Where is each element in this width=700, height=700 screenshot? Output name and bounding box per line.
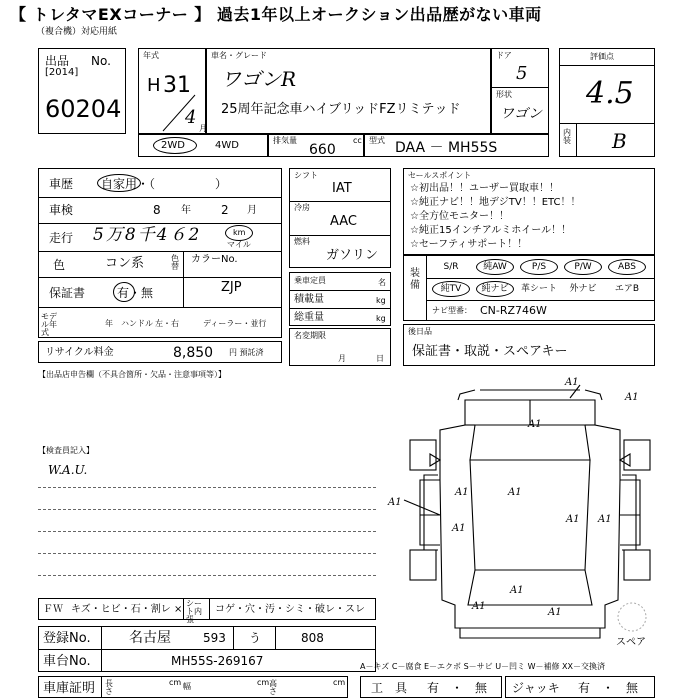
damage-mark: A1 bbox=[625, 392, 639, 403]
fw-box bbox=[38, 598, 376, 624]
handle-label: ハンドル bbox=[121, 319, 153, 328]
accessories-box bbox=[403, 324, 655, 366]
subnote: （複合機）対応用紙 bbox=[36, 27, 118, 37]
damage-mark: A1 bbox=[566, 514, 580, 525]
car-damage-diagram bbox=[380, 370, 680, 670]
entry-label: 出品 bbox=[45, 54, 70, 68]
sales-point-item: ☆純正15インチアルミホイール！！ bbox=[410, 225, 572, 236]
navi-model: CN-RZ746W bbox=[480, 304, 547, 317]
banner-title: 【 トレタマEXコーナー 】 過去1年以上オークション出品歴がない車両 bbox=[10, 5, 542, 24]
reg-city: 名古屋 bbox=[129, 630, 171, 646]
recycle-amount: 8,850 bbox=[173, 345, 214, 361]
capacity-label: 乗車定員 bbox=[294, 276, 326, 285]
height-unit: cm bbox=[333, 678, 346, 687]
equip-sr: S/R bbox=[443, 262, 459, 272]
tools-value: 有 ・ 無 bbox=[427, 681, 488, 695]
type-label: 型式 bbox=[369, 136, 385, 145]
drive-4wd: 4WD bbox=[215, 140, 239, 151]
month-value: 4 bbox=[185, 107, 197, 128]
type-box bbox=[364, 134, 549, 157]
displacement-box bbox=[268, 134, 364, 157]
equip-power-steering: P/S bbox=[520, 259, 558, 275]
entry-number: 60204 bbox=[45, 95, 122, 123]
equip-alloy-wheel: 純AW bbox=[476, 259, 514, 275]
width-unit: cm bbox=[257, 678, 270, 687]
inspector-note: W.A.U. bbox=[48, 463, 88, 477]
damage-mark: A1 bbox=[548, 607, 562, 618]
type-value: DAA － MH55S bbox=[395, 140, 498, 156]
displacement-label: 排気量 bbox=[273, 136, 297, 145]
damage-mark: A1 bbox=[455, 487, 469, 498]
accessories-value: 保証書・取説・スペアキー bbox=[412, 344, 568, 359]
warranty-label: 保証書 bbox=[49, 286, 86, 300]
name-change-day: 日 bbox=[376, 354, 384, 363]
name-change-label: 名変期限 bbox=[294, 331, 326, 340]
shape: ワゴン bbox=[500, 106, 542, 122]
load-label: 積載量 bbox=[294, 294, 324, 305]
reg-kana: う bbox=[249, 631, 262, 645]
reg-label: 登録No. bbox=[43, 631, 91, 646]
sales-point-item: ☆全方位モニター！！ bbox=[410, 211, 509, 222]
damage-mark: A1 bbox=[510, 585, 524, 596]
reg-class-no: 593 bbox=[203, 631, 226, 645]
sales-point-item: ☆初出品！！ユーザー買取車！！ bbox=[410, 183, 559, 194]
damage-mark: A1 bbox=[598, 514, 612, 525]
name-change-box bbox=[289, 328, 391, 366]
year-label: 年式 bbox=[143, 51, 159, 60]
damage-mark: A1 bbox=[528, 419, 542, 430]
era: H bbox=[147, 75, 161, 96]
equip-tv: 純TV bbox=[432, 281, 470, 297]
chassis-label: 車台No. bbox=[43, 654, 91, 669]
grade: 25周年記念車ハイブリッドFZリミテッド bbox=[221, 102, 461, 117]
details-box bbox=[38, 168, 282, 338]
interior-value: B bbox=[612, 129, 627, 153]
sales-point-item: ☆純正ナビ！！地デジTV！！ETC！！ bbox=[410, 197, 581, 208]
sales-point-item: ☆セーフティサポート！！ bbox=[410, 239, 528, 250]
length-unit: cm bbox=[169, 678, 182, 687]
shift-label: シフト bbox=[294, 171, 318, 180]
fuel-value: ガソリン bbox=[326, 248, 379, 263]
fw-value: キズ・ヒビ・石・割レ × bbox=[71, 604, 183, 615]
width-label: 幅 bbox=[183, 682, 191, 691]
damage-mark: A1 bbox=[452, 523, 466, 534]
recycle-box bbox=[38, 341, 282, 363]
interior-label: 内装 bbox=[563, 128, 571, 145]
drive-2wd: 2WD bbox=[161, 140, 185, 151]
damage-legend: A－キズ C－腐食 E－エクボ S－サビ U－凹ミ W－補修 XX－交換済 bbox=[360, 662, 606, 671]
reg-number: 808 bbox=[301, 631, 324, 645]
model-name: ワゴンR bbox=[221, 67, 297, 91]
dealer-label: ディーラー・並行 bbox=[203, 319, 267, 328]
mileage-value: 5万8千4６2 bbox=[93, 225, 202, 245]
cert-label: 車庫証明 bbox=[43, 681, 96, 696]
inspection-month: 2 bbox=[221, 203, 229, 217]
color-no-label: カラーNo. bbox=[191, 254, 238, 265]
shift-value: IAT bbox=[332, 181, 352, 196]
weight-label: 総重量 bbox=[294, 312, 324, 323]
model-year-label: モデル年式 bbox=[41, 312, 57, 337]
score-value: 4.5 bbox=[586, 76, 634, 111]
ac-label: 冷房 bbox=[294, 203, 310, 212]
fw-label: ＦＷ bbox=[43, 604, 63, 615]
inspection-year-unit: 年 bbox=[181, 205, 191, 216]
warranty-value: 有・無 bbox=[117, 286, 154, 300]
inspection-month-unit: 月 bbox=[247, 205, 257, 216]
history-value: 自家用・（ ） bbox=[101, 177, 228, 191]
jack-value: 有 ・ 無 bbox=[578, 681, 639, 695]
tools-label: 工 具 bbox=[371, 681, 408, 695]
model-label: 車名・グレード bbox=[211, 51, 267, 60]
score-label: 評価点 bbox=[590, 52, 614, 61]
month-unit: 月 bbox=[199, 124, 207, 133]
navi-model-label: ナビ型番： bbox=[432, 306, 472, 315]
equip-ext-navi: 外ナビ bbox=[569, 284, 597, 294]
weight-unit: kg bbox=[376, 314, 386, 323]
sales-points-box bbox=[403, 168, 655, 255]
registration-box bbox=[38, 626, 376, 672]
no-label: No. bbox=[91, 54, 111, 68]
equip-airbag: エアB bbox=[614, 284, 640, 294]
damage-mark: A1 bbox=[508, 487, 522, 498]
sales-points-label: セールスポイント bbox=[408, 171, 472, 180]
garage-cert-box bbox=[38, 676, 348, 698]
inspection-label: 車検 bbox=[49, 203, 74, 217]
equipment-box bbox=[403, 255, 655, 321]
height-label: 高さ bbox=[269, 679, 277, 696]
shift-box bbox=[289, 168, 391, 268]
year-box bbox=[138, 48, 206, 134]
jack-box bbox=[505, 676, 655, 698]
equip-navi: 純ナビ bbox=[476, 281, 514, 297]
inspector-label: 【検査員記入】 bbox=[38, 446, 94, 455]
ac-value: AAC bbox=[330, 214, 357, 229]
length-label: 長さ bbox=[105, 679, 113, 696]
equipment-label: 装備 bbox=[410, 268, 420, 291]
capacity-unit: 名 bbox=[378, 278, 386, 287]
model-box bbox=[206, 48, 491, 134]
damage-mark: A1 bbox=[472, 601, 486, 612]
year-value: 31 bbox=[163, 73, 191, 98]
handle-value: 左・右 bbox=[155, 319, 179, 328]
entry-box bbox=[38, 48, 126, 134]
drive-box bbox=[138, 134, 268, 157]
capacity-box bbox=[289, 272, 391, 326]
load-unit: kg bbox=[376, 296, 386, 305]
jack-label: ジャッキ bbox=[512, 681, 560, 695]
mileage-alt: マイル bbox=[227, 240, 251, 249]
damage-mark: A1 bbox=[388, 497, 402, 508]
color-label: 色 bbox=[53, 258, 66, 272]
spare-label: スペア bbox=[616, 637, 646, 648]
color-change: 色替 bbox=[171, 254, 179, 271]
cc-unit: cc bbox=[353, 136, 362, 145]
equip-power-window: P/W bbox=[564, 259, 602, 275]
damage-mark: A1 bbox=[565, 377, 579, 388]
accessories-label: 後日品 bbox=[408, 327, 432, 336]
color-value: コン系 bbox=[105, 256, 145, 271]
door-label: ドア bbox=[496, 51, 512, 60]
history-label: 車歴 bbox=[49, 177, 74, 191]
remarks-label: 【出品店申告欄（不具合箇所・欠品・注意事項等）】 bbox=[38, 370, 226, 379]
recycle-unit: 円 預託済 bbox=[229, 348, 264, 357]
seat-value: コゲ・穴・汚・シミ・破レ・スレ bbox=[215, 604, 365, 615]
doors: 5 bbox=[516, 63, 528, 84]
displacement: 660 bbox=[309, 142, 336, 158]
mileage-unit: km bbox=[233, 228, 246, 237]
shape-label: 形状 bbox=[496, 90, 512, 99]
recycle-label: リサイクル料金 bbox=[45, 347, 114, 358]
equip-leather: 革シート bbox=[520, 284, 557, 294]
chassis-value: MH55S-269167 bbox=[171, 654, 264, 668]
color-no: ZJP bbox=[221, 280, 242, 295]
fuel-label: 燃料 bbox=[294, 237, 310, 246]
inspection-year: 8 bbox=[153, 203, 161, 217]
equip-abs: ABS bbox=[608, 259, 646, 275]
name-change-month: 月 bbox=[338, 354, 346, 363]
door-box bbox=[491, 48, 549, 134]
mileage-label: 走行 bbox=[49, 231, 74, 245]
tools-box bbox=[360, 676, 502, 698]
seat-label: シート内張 bbox=[186, 599, 202, 624]
score-box bbox=[559, 48, 655, 157]
year-tag: [2014] bbox=[45, 67, 79, 78]
model-year-unit: 年 bbox=[105, 319, 113, 328]
